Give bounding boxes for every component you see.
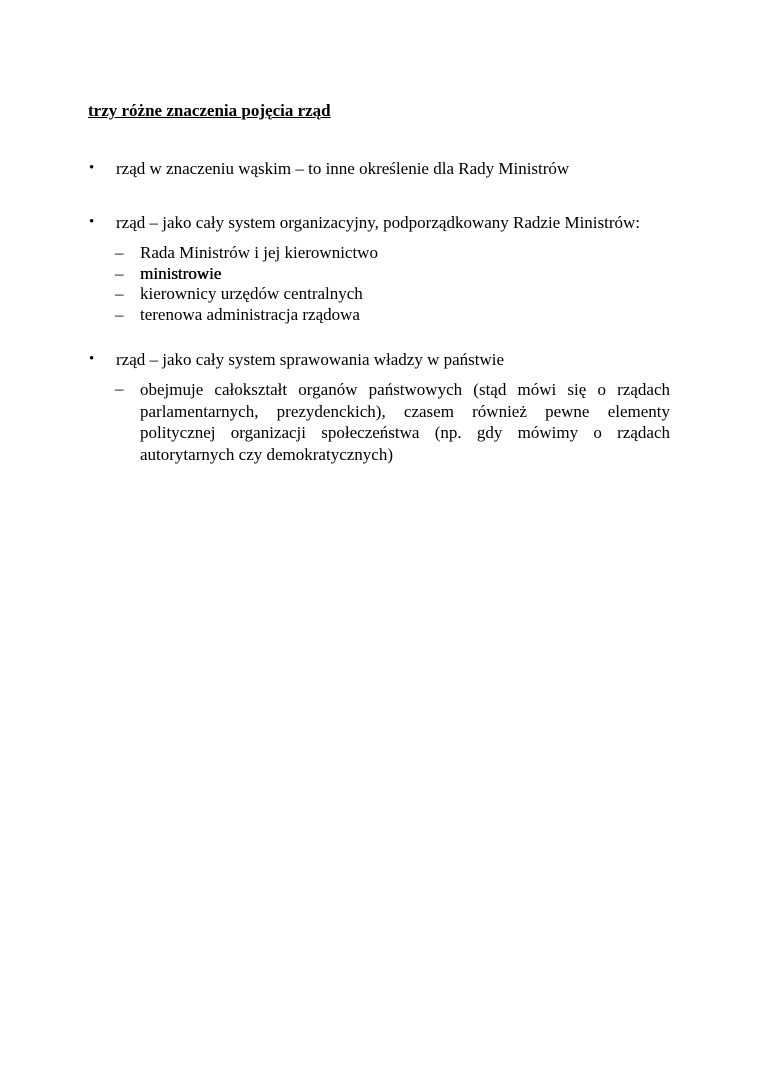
bullet-icon: • <box>89 160 95 176</box>
sub-paragraph-text: obejmuje całokształt organów państwowych (stąd mówi się o rządach parlamentarnych, prezydenckich), czasem również pewne elementy politycznej organizacji społeczeństwa (np. gdy mówimy o rządach autorytarnych czy demokratycznych) <box>140 380 670 464</box>
bullet-icon: • <box>89 351 95 367</box>
sub-list <box>88 243 760 325</box>
bullet-item-text: rząd w znaczeniu wąskim – to inne określenie dla Rady Ministrów <box>116 159 570 178</box>
sub-list-item-text: ministrowie <box>140 263 222 283</box>
sub-paragraph <box>115 379 760 465</box>
dash-icon: – <box>115 284 124 303</box>
bullet-item-rzad-waskie <box>88 158 760 179</box>
document-content <box>0 0 760 465</box>
bullet-item-system-organizacyjny <box>88 212 760 233</box>
dash-icon: – <box>115 304 124 324</box>
bullet-item-text: rząd – jako cały system organizacyjny, podporządkowany Radzie Ministrów: <box>116 213 641 232</box>
bullet-item-system-sprawowania <box>88 349 760 370</box>
sub-list-item <box>115 305 760 326</box>
dash-icon: – <box>115 263 124 283</box>
dash-icon: – <box>115 243 124 262</box>
page-title: trzy różne znaczenia pojęcia rząd <box>88 101 331 120</box>
sub-list-item <box>115 284 760 305</box>
bullet-icon: • <box>89 214 95 230</box>
bullet-item-text: rząd – jako cały system sprawowania władzy w państwie <box>116 350 505 369</box>
sub-list-item-text: kierownicy urzędów centralnych <box>140 284 363 303</box>
sub-list-item-text: Rada Ministrów i jej kierownictwo <box>140 243 378 262</box>
sub-list-item-text: terenowa administracja rządowa <box>140 304 360 324</box>
dash-icon: – <box>115 379 124 398</box>
sub-list-item <box>115 243 760 264</box>
sub-list-item <box>115 264 760 285</box>
